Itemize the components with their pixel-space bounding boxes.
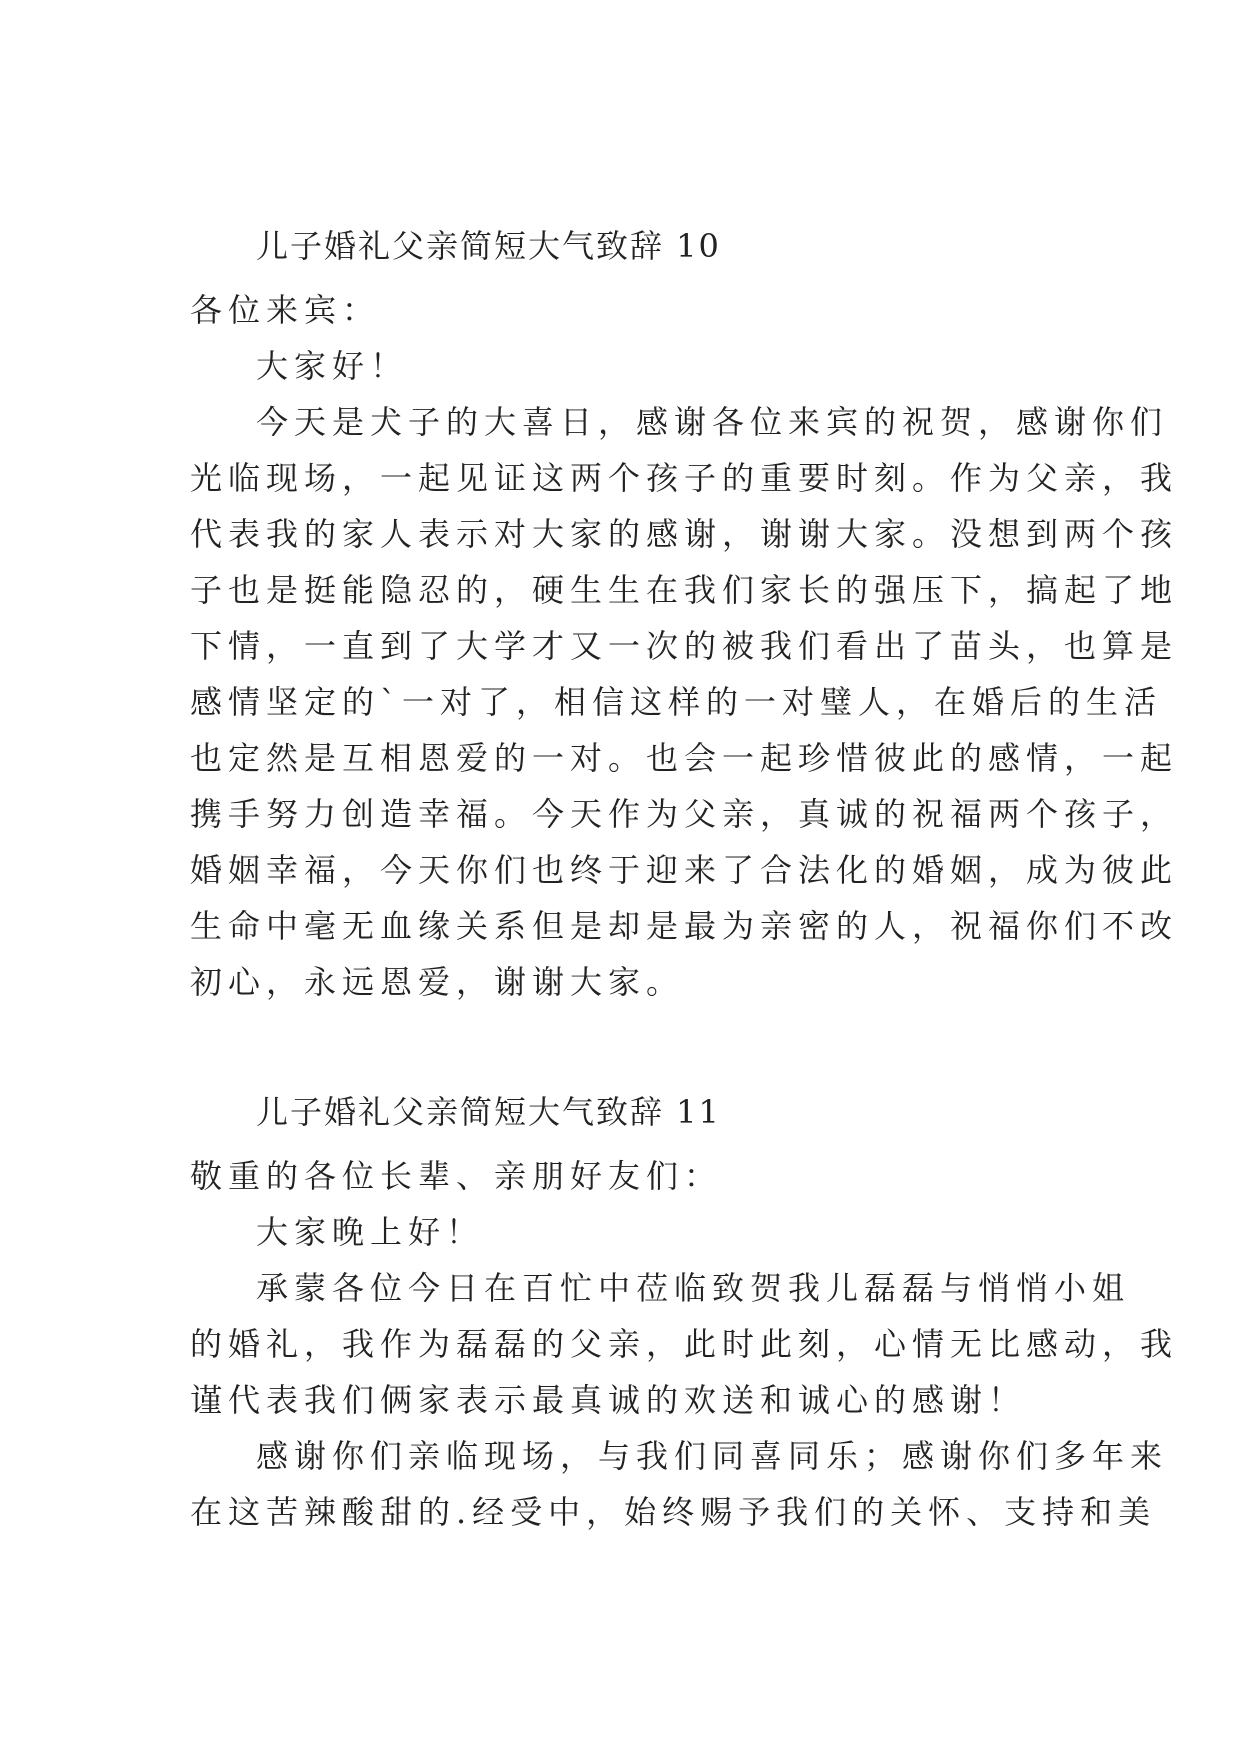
paragraph-line: 下情，一直到了大学才又一次的被我们看出了苗头，也算是: [190, 627, 1179, 665]
paragraph-line: 感情坚定的`一对了，相信这样的一对璧人，在婚后的生活: [190, 683, 1163, 721]
paragraph-line: 谨代表我们俩家表示最真诚的欢送和诚心的感谢！: [190, 1381, 1027, 1419]
paragraph-line: 子也是挺能隐忍的，硬生生在我们家长的强压下，搞起了地: [190, 571, 1179, 609]
paragraph-line: 代表我的家人表示对大家的感谢，谢谢大家。没想到两个孩: [190, 515, 1179, 553]
greeting: 大家晚上好！: [256, 1213, 485, 1251]
paragraph-line: 今天是犬子的大喜日，感谢各位来宾的祝贺，感谢你们: [256, 403, 1169, 441]
paragraph-line: 感谢你们亲临现场，与我们同喜同乐；感谢你们多年来: [256, 1437, 1169, 1475]
section-title: 儿子婚礼父亲简短大气致辞 10: [256, 227, 721, 265]
paragraph-line: 生命中毫无血缘关系但是却是最为亲密的人，祝福你们不改: [190, 907, 1179, 945]
paragraph-line: 光临现场，一起见证这两个孩子的重要时刻。作为父亲，我: [190, 459, 1179, 497]
paragraph-line: 初心，永远恩爱，谢谢大家。: [190, 963, 685, 1001]
paragraph-line: 在这苦辣酸甜的.经受中，始终赐予我们的关怀、支持和美: [190, 1493, 1157, 1531]
section-title: 儿子婚礼父亲简短大气致辞 11: [256, 1093, 721, 1131]
salutation: 各位来宾：: [190, 291, 381, 329]
paragraph-line: 的婚礼，我作为磊磊的父亲，此时此刻，心情无比感动，我: [190, 1325, 1179, 1363]
paragraph-line: 婚姻幸福，今天你们也终于迎来了合法化的婚姻，成为彼此: [190, 851, 1179, 889]
salutation: 敬重的各位长辈、亲朋好友们：: [190, 1157, 723, 1195]
greeting: 大家好！: [256, 347, 409, 385]
paragraph-line: 携手努力创造幸福。今天作为父亲，真诚的祝福两个孩子，: [190, 795, 1179, 833]
paragraph-line: 也定然是互相恩爱的一对。也会一起珍惜彼此的感情，一起: [190, 739, 1179, 777]
paragraph-line: 承蒙各位今日在百忙中莅临致贺我儿磊磊与悄悄小姐: [256, 1269, 1131, 1307]
